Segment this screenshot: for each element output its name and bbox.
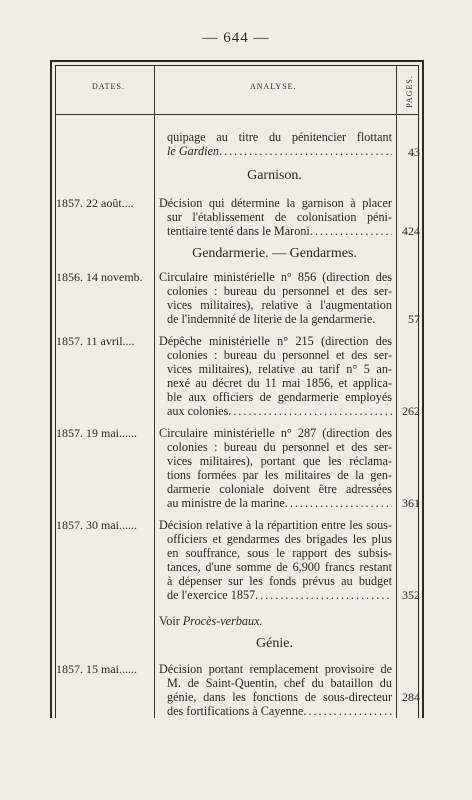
entry-line: colonies : bureau du personnel et des ser-	[167, 284, 392, 298]
section-heading-gendarmerie: Gendarmerie. — Gendarmes.	[192, 246, 357, 261]
entry-line: Dépêche ministérielle n° 215 (direction des	[159, 334, 392, 348]
section-heading-garnison: Garnison.	[247, 168, 302, 183]
dot-leader	[310, 224, 392, 238]
entry-line: à dépenser sur les fonds prévus au budget	[167, 574, 392, 588]
entry-date: 1857. 19 mai......	[56, 426, 137, 440]
entry-date: 1857. 11 avril....	[56, 334, 135, 348]
entry-line: vices militaires), relative au tarif n° 5 an-	[167, 362, 392, 376]
page-reference: 284	[402, 690, 420, 704]
entry-line: Circulaire ministérielle n° 287 (direction des	[159, 426, 392, 440]
entry-line: sur l'établissement de colonisation péni-	[167, 210, 392, 224]
entry-line: vices militaires), relative à l'augmentation	[167, 298, 392, 312]
entry-line: Circulaire ministérielle n° 856 (direction des	[159, 270, 392, 284]
entry-line: des fortifications à Cayenne .....	[167, 704, 392, 718]
page-reference: 262	[402, 404, 420, 418]
entry-line: colonies : bureau du personnel et des ser-	[167, 440, 392, 454]
dot-leader	[255, 588, 392, 602]
entry-line: tentiaire tenté dans le Maroni .....	[167, 224, 392, 238]
page-reference: 424	[402, 224, 420, 238]
page-reference: 352	[402, 588, 420, 602]
entry-line: colonies : bureau du personnel et des ser-	[167, 348, 392, 362]
entry-line: M. de Saint-Quentin, chef du bataillon du	[167, 676, 392, 690]
page-reference: 43	[408, 145, 420, 159]
entry-line: nexé au décret du 11 mai 1856, et applica-	[167, 376, 392, 390]
entry-line: génie, dans les fonctions de sous-directeur	[167, 690, 392, 704]
entry-line: vices militaires), portant que les réclama-	[167, 454, 392, 468]
entry-date: 1857. 22 août....	[56, 196, 134, 210]
entry-line: Décision qui détermine la garnison à placer	[159, 196, 392, 210]
page-reference: 361	[402, 496, 420, 510]
cross-reference: Voir Procès-verbaux.	[159, 614, 263, 628]
entry-date: 1857. 15 mai......	[56, 662, 137, 676]
entry-line: ble aux officiers de gendarmerie employés	[167, 390, 392, 404]
header-analyse: ANALYSE.	[250, 82, 297, 91]
entry-line: tances, d'une somme de 6,900 francs restant	[167, 560, 392, 574]
header-dates: DATES.	[92, 82, 125, 91]
entry-line: au ministre de la marine .....	[167, 496, 392, 510]
entry-date: 1857. 30 mai......	[56, 518, 137, 532]
entry-line: Décision relative à la répartition entre les sous-	[159, 518, 392, 532]
section-heading-genie: Génie.	[256, 636, 293, 651]
entry-line: tions formées par les militaires de la gen-	[167, 468, 392, 482]
entry-line: darmerie coloniale doivent être adressées	[167, 482, 392, 496]
entry-date: 1856. 14 novemb.	[56, 270, 143, 284]
entry-line: quipage au titre du pénitencier flottant	[167, 130, 392, 144]
dot-leader	[303, 704, 392, 718]
dot-leader	[219, 144, 392, 158]
page-reference: 57	[408, 312, 420, 326]
entry-line: officiers et gendarmes des brigades les plus	[167, 532, 392, 546]
entry-line: le Gardien .....	[167, 144, 392, 158]
entry-line: de l'exercice 1857 .....	[167, 588, 392, 602]
entry-line: de l'indemnité de literie de la gendarmerie.	[167, 312, 376, 326]
entry-line: Décision portant remplacement provisoire de	[159, 662, 392, 676]
entry-line: aux colonies .....	[167, 404, 392, 418]
entry-line: en souffrance, sous le rapport des subsis-	[167, 546, 392, 560]
page-number: — 644 —	[202, 30, 270, 46]
dot-leader	[285, 496, 392, 510]
header-pages: PAGES.	[405, 74, 415, 108]
dot-leader	[228, 404, 392, 418]
